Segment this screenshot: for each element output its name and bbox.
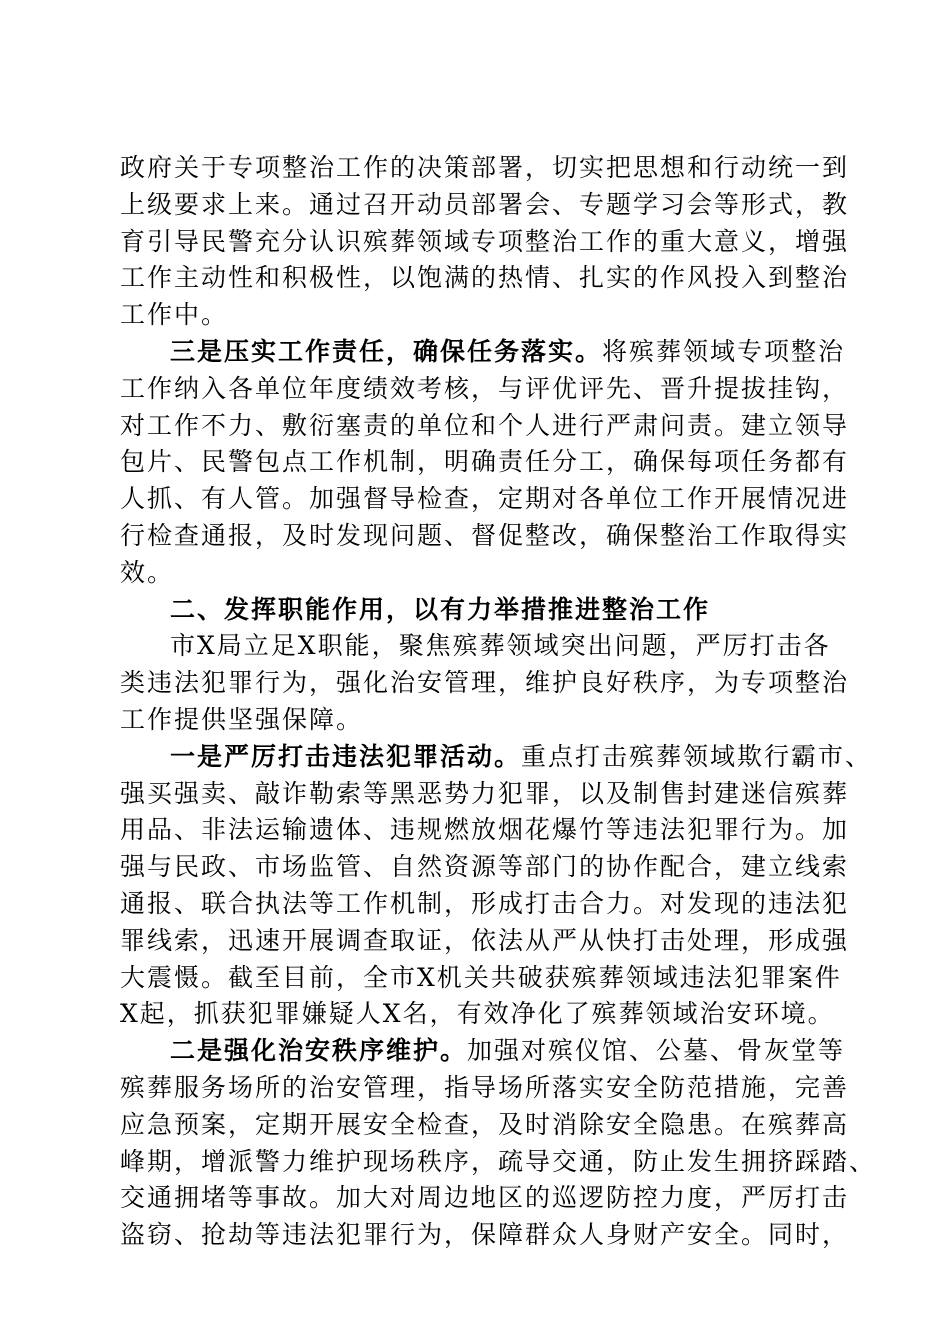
text-line: 罪线索，迅速开展调查取证，依法从严从快打击处理，形成强 xyxy=(120,925,850,955)
text-line: 包片、民警包点工作机制，明确责任分工，确保每项任务都有 xyxy=(120,447,850,477)
paragraph-lead: 二是强化治安秩序维护。 xyxy=(170,1036,468,1066)
text-line: 人抓、有人管。加强督导检查，定期对各单位工作开展情况进 xyxy=(120,484,850,514)
text-line: 工作纳入各单位年度绩效考核，与评优评先、晋升提拔挂钩， xyxy=(120,373,850,403)
text-line: 应急预案，定期开展安全检查，及时消除安全隐患。在殡葬高 xyxy=(120,1109,850,1139)
text-line: 工作提供坚强保障。 xyxy=(120,704,364,734)
text-line: 育引导民警充分认识殡葬领域专项整治工作的重大意义，增强 xyxy=(120,226,850,256)
paragraph-lead: 三是压实工作责任，确保任务落实。 xyxy=(170,336,603,366)
text-line: X起，抓获犯罪嫌疑人X名，有效净化了殡葬领域治安环境。 xyxy=(120,999,835,1029)
text-line: 峰期，增派警力维护现场秩序，疏导交通，防止发生拥挤踩踏、 xyxy=(120,1146,877,1176)
text-line: 类违法犯罪行为，强化治安管理，维护良好秩序，为专项整治 xyxy=(120,668,850,698)
text-line: 大震慑。截至目前，全市X机关共破获殡葬领域违法犯罪案件 xyxy=(120,962,842,992)
section-heading-text: 二、发挥职能作用，以有力举措推进整治工作 xyxy=(170,594,711,624)
text-line: 盗窃、抢劫等违法犯罪行为，保障群众人身财产安全。同时， xyxy=(120,1220,850,1250)
text-line: 工作主动性和积极性，以饱满的热情、扎实的作风投入到整治 xyxy=(120,263,850,293)
text-line: 政府关于专项整治工作的决策部署，切实把思想和行动统一到 xyxy=(120,153,850,182)
text-line xyxy=(120,334,846,371)
text-line: 交通拥堵等事故。加大对周边地区的巡逻防控力度，严厉打击 xyxy=(120,1183,850,1213)
paragraph-continuation xyxy=(120,150,850,334)
text-run: 加强对殡仪馆、公墓、骨灰堂等 xyxy=(467,1036,846,1066)
text-line: 市X局立足X职能，聚焦殡葬领域突出问题，严厉打击各 xyxy=(170,631,831,661)
paragraph-order xyxy=(120,1033,877,1254)
text-line: 行检查通报，及时发现问题、督促整改，确保整治工作取得实 xyxy=(120,520,850,550)
text-run: 将殡葬领域专项整治 xyxy=(602,336,846,366)
text-line: 对工作不力、敷衍塞责的单位和个人进行严肃问责。建立领导 xyxy=(120,410,850,440)
text-line xyxy=(120,739,873,776)
document-body xyxy=(120,150,877,1254)
text-line: 上级要求上来。通过召开动员部署会、专题学习会等形式，教 xyxy=(120,189,850,219)
paragraph-lead: 一是严厉打击违法犯罪活动。 xyxy=(170,741,522,771)
text-line: 殡葬服务场所的治安管理，指导场所落实安全防范措施，完善 xyxy=(120,1072,850,1102)
section-heading xyxy=(120,592,830,629)
text-line: 强与民政、市场监管、自然资源等部门的协作配合，建立线索 xyxy=(120,852,850,882)
paragraph-intro xyxy=(120,628,850,738)
paragraph-responsibility xyxy=(120,334,850,592)
text-line: 用品、非法运输遗体、违规燃放烟花爆竹等违法犯罪行为。加 xyxy=(120,815,850,845)
text-line: 强买强卖、敲诈勒索等黑恶势力犯罪，以及制售封建迷信殡葬 xyxy=(120,778,850,808)
text-line: 工作中。 xyxy=(120,300,229,330)
paragraph-crackdown xyxy=(120,739,873,1033)
text-line: 通报、联合执法等工作机制，形成打击合力。对发现的违法犯 xyxy=(120,888,850,918)
text-run: 重点打击殡葬领域欺行霸市、 xyxy=(521,741,873,771)
text-line: 效。 xyxy=(120,557,175,587)
text-line xyxy=(120,1033,846,1070)
